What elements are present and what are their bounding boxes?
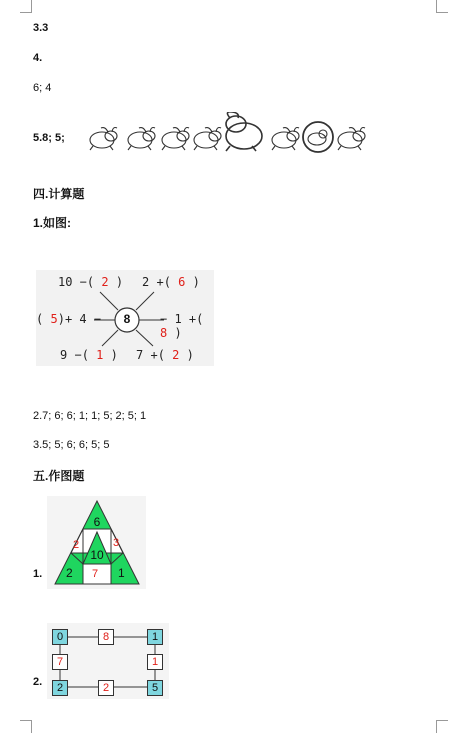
- answer-4-label: 4.: [33, 52, 43, 64]
- rect-bottom-left: 2: [52, 680, 68, 696]
- section-5-title: 五.作图题: [33, 469, 85, 483]
- rect-top-left: 0: [52, 629, 68, 645]
- triangle-bottom-mid: 7: [92, 568, 99, 580]
- star-top-left: 10 −( 2 ): [58, 275, 124, 289]
- crop-mark-top-left: [31, 0, 32, 12]
- rect-diagram: [47, 623, 169, 699]
- star-left: ( 5)+ 4 −: [36, 312, 102, 326]
- big-rabbit-icon: [226, 112, 262, 151]
- triangle-bottom-right: 1: [118, 566, 125, 580]
- rect-right-mid: 1: [147, 654, 163, 670]
- crop-mark-top-right-h: [436, 12, 448, 13]
- section-5-q2-label: 2.: [33, 676, 43, 688]
- rabbit-icon: [194, 128, 221, 151]
- answer-5-prefix: 5.8; 5;: [33, 132, 65, 144]
- star-top-right: 2 +( 6 ): [142, 275, 200, 289]
- crop-mark-bottom-right: [436, 720, 437, 733]
- triangle-left-mid: 2: [73, 539, 80, 551]
- rabbit-icon: [128, 128, 155, 151]
- star-bottom-left: 9 −( 1 ): [60, 348, 118, 362]
- answer-3: 3.3: [33, 22, 49, 34]
- triangle-center: 10: [90, 548, 104, 562]
- crop-mark-top-right: [436, 0, 437, 12]
- rabbit-icon: [272, 128, 299, 151]
- star-right: − 1 +( 8 ): [160, 312, 204, 340]
- star-center: 8: [123, 312, 131, 326]
- star-bottom-right: 7 +( 2 ): [136, 348, 194, 362]
- answer-4-values: 6; 4: [33, 82, 52, 94]
- rect-left-mid: 7: [52, 654, 68, 670]
- rect-top-right: 1: [147, 629, 163, 645]
- triangle-bottom-left: 2: [66, 566, 73, 580]
- section-4-q1: 1.如图:: [33, 216, 72, 230]
- section-5-q1-label: 1.: [33, 568, 43, 580]
- section-4-title: 四.计算题: [33, 187, 85, 201]
- rabbit-icon: [90, 128, 117, 151]
- rabbit-icon: [338, 128, 365, 151]
- rect-top-mid: 8: [98, 629, 114, 645]
- crop-mark-bottom-right-h: [436, 720, 448, 721]
- crop-mark-top-left-h: [20, 12, 32, 13]
- star-diagram: [36, 270, 214, 366]
- answer-3-line: 3.5; 5; 6; 6; 5; 5: [33, 439, 110, 451]
- rect-bottom-right: 5: [147, 680, 163, 696]
- rabbit-pictures: [86, 112, 371, 154]
- triangle-top: 6: [93, 515, 101, 529]
- rect-bottom-mid: 2: [98, 680, 114, 696]
- triangle-right-mid: 3: [113, 537, 120, 549]
- answer-2-line: 2.7; 6; 6; 1; 1; 5; 2; 5; 1: [33, 410, 147, 422]
- crop-mark-bottom-left: [31, 720, 32, 733]
- circled-rabbit-icon: [303, 122, 333, 152]
- triangle-diagram: [47, 496, 146, 589]
- crop-mark-bottom-left-h: [20, 720, 32, 721]
- rabbit-icon: [162, 128, 189, 151]
